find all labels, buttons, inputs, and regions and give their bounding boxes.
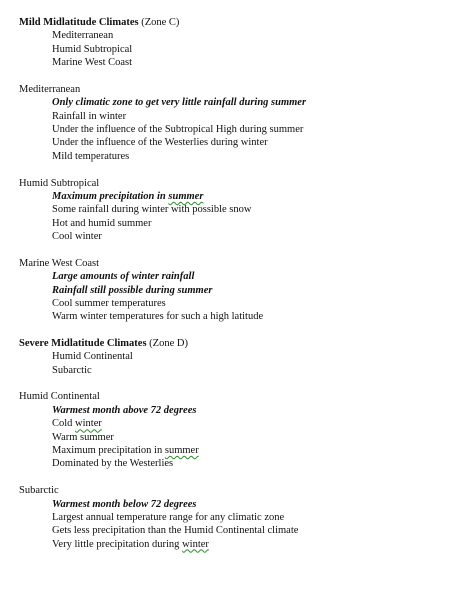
list-item [19,511,444,524]
list-item-text: Cold [52,418,76,430]
section [19,257,444,324]
section [19,83,444,163]
list-item-text: Very little precipitation during [52,538,183,550]
section-heading [19,83,444,96]
list-item-text: Dominated by the Westerlies [52,458,174,470]
list-item [19,43,444,56]
section-heading [19,390,444,403]
list-item [19,444,444,457]
list-item [19,150,444,163]
section-heading [19,257,444,270]
section-heading-text: Subarctic [19,485,59,497]
list-item [19,203,444,216]
section-heading-text: Mediterranean [19,83,81,95]
list-item [19,190,444,203]
list-item-text: Largest annual temperature range for any climatic zone [52,511,285,523]
list-item-text: Subarctic [52,364,92,376]
list-item-text: Hot and humid summer [52,217,152,229]
list-item-text: Rainfall in winter [52,110,127,122]
list-item [19,404,444,417]
section [19,390,444,470]
list-item-text: Large amounts of winter rainfall [52,271,195,283]
list-item-text: Warm summer [52,431,114,443]
list-item [19,350,444,363]
list-item [19,123,444,136]
list-item-text: Cool summer temperatures [52,297,166,309]
list-item-text: Some rainfall during winter with possible snow [52,204,252,216]
list-item [19,524,444,537]
list-item-text: Maximum precipitation in [52,190,169,202]
list-item-text: Rainfall still possible during summer [52,284,213,296]
list-item [19,217,444,230]
section-heading [19,337,444,350]
section-heading-text: (Zone D) [146,338,188,349]
section-heading-text: Humid Continental [19,391,100,403]
list-item [19,364,444,377]
list-item [19,431,444,444]
section [19,177,444,244]
list-item [19,96,444,109]
list-item-text: Warmest month below 72 degrees [52,498,197,510]
spellcheck-flagged-word: summer [164,445,199,457]
list-item [19,310,444,323]
list-item-text: Under the influence of the Subtropical High during summer [52,124,304,136]
spellcheck-flagged-word: summer [168,190,204,202]
list-item [19,284,444,297]
document-page [19,16,444,564]
section-heading-text: Humid Subtropical [19,177,100,189]
list-item-text: Humid Subtropical [52,43,133,55]
list-item [19,136,444,149]
section [19,16,444,70]
spellcheck-flagged-word: winter [182,538,209,550]
list-item [19,270,444,283]
list-item [19,498,444,511]
list-item-text: Maximum precipitation in [52,445,165,457]
section-heading-bold: Severe Midlatitude Climates [19,338,147,349]
section-heading [19,16,444,29]
list-item [19,29,444,42]
list-item-text: Mediterranean [52,30,114,42]
section [19,337,444,377]
section-heading [19,177,444,190]
list-item-text: Gets less precipitation than the Humid Continental climate [52,525,299,537]
section [19,484,444,551]
section-heading-text: (Zone C) [138,17,180,28]
document-body [19,16,444,551]
spellcheck-flagged-word: winter [75,418,102,430]
list-item-text: Cool winter [52,231,102,243]
list-item [19,457,444,470]
list-item [19,417,444,430]
list-item-text: Mild temperatures [52,150,130,162]
section-heading-bold: Mild Midlatitude Climates [19,17,139,28]
list-item-text: Under the influence of the Westerlies during winter [52,137,268,149]
list-item [19,297,444,310]
list-item [19,110,444,123]
list-item-text: Marine West Coast [52,57,133,69]
list-item-text: Humid Continental [52,351,133,363]
list-item [19,56,444,69]
list-item-text: Warm winter temperatures for such a high latitude [52,311,264,323]
list-item-text: Warmest month above 72 degrees [52,404,197,416]
section-heading [19,484,444,497]
list-item-text: Only climatic zone to get very little rainfall during summer [52,97,307,109]
list-item [19,230,444,243]
list-item [19,538,444,551]
section-heading-text: Marine West Coast [19,257,100,269]
